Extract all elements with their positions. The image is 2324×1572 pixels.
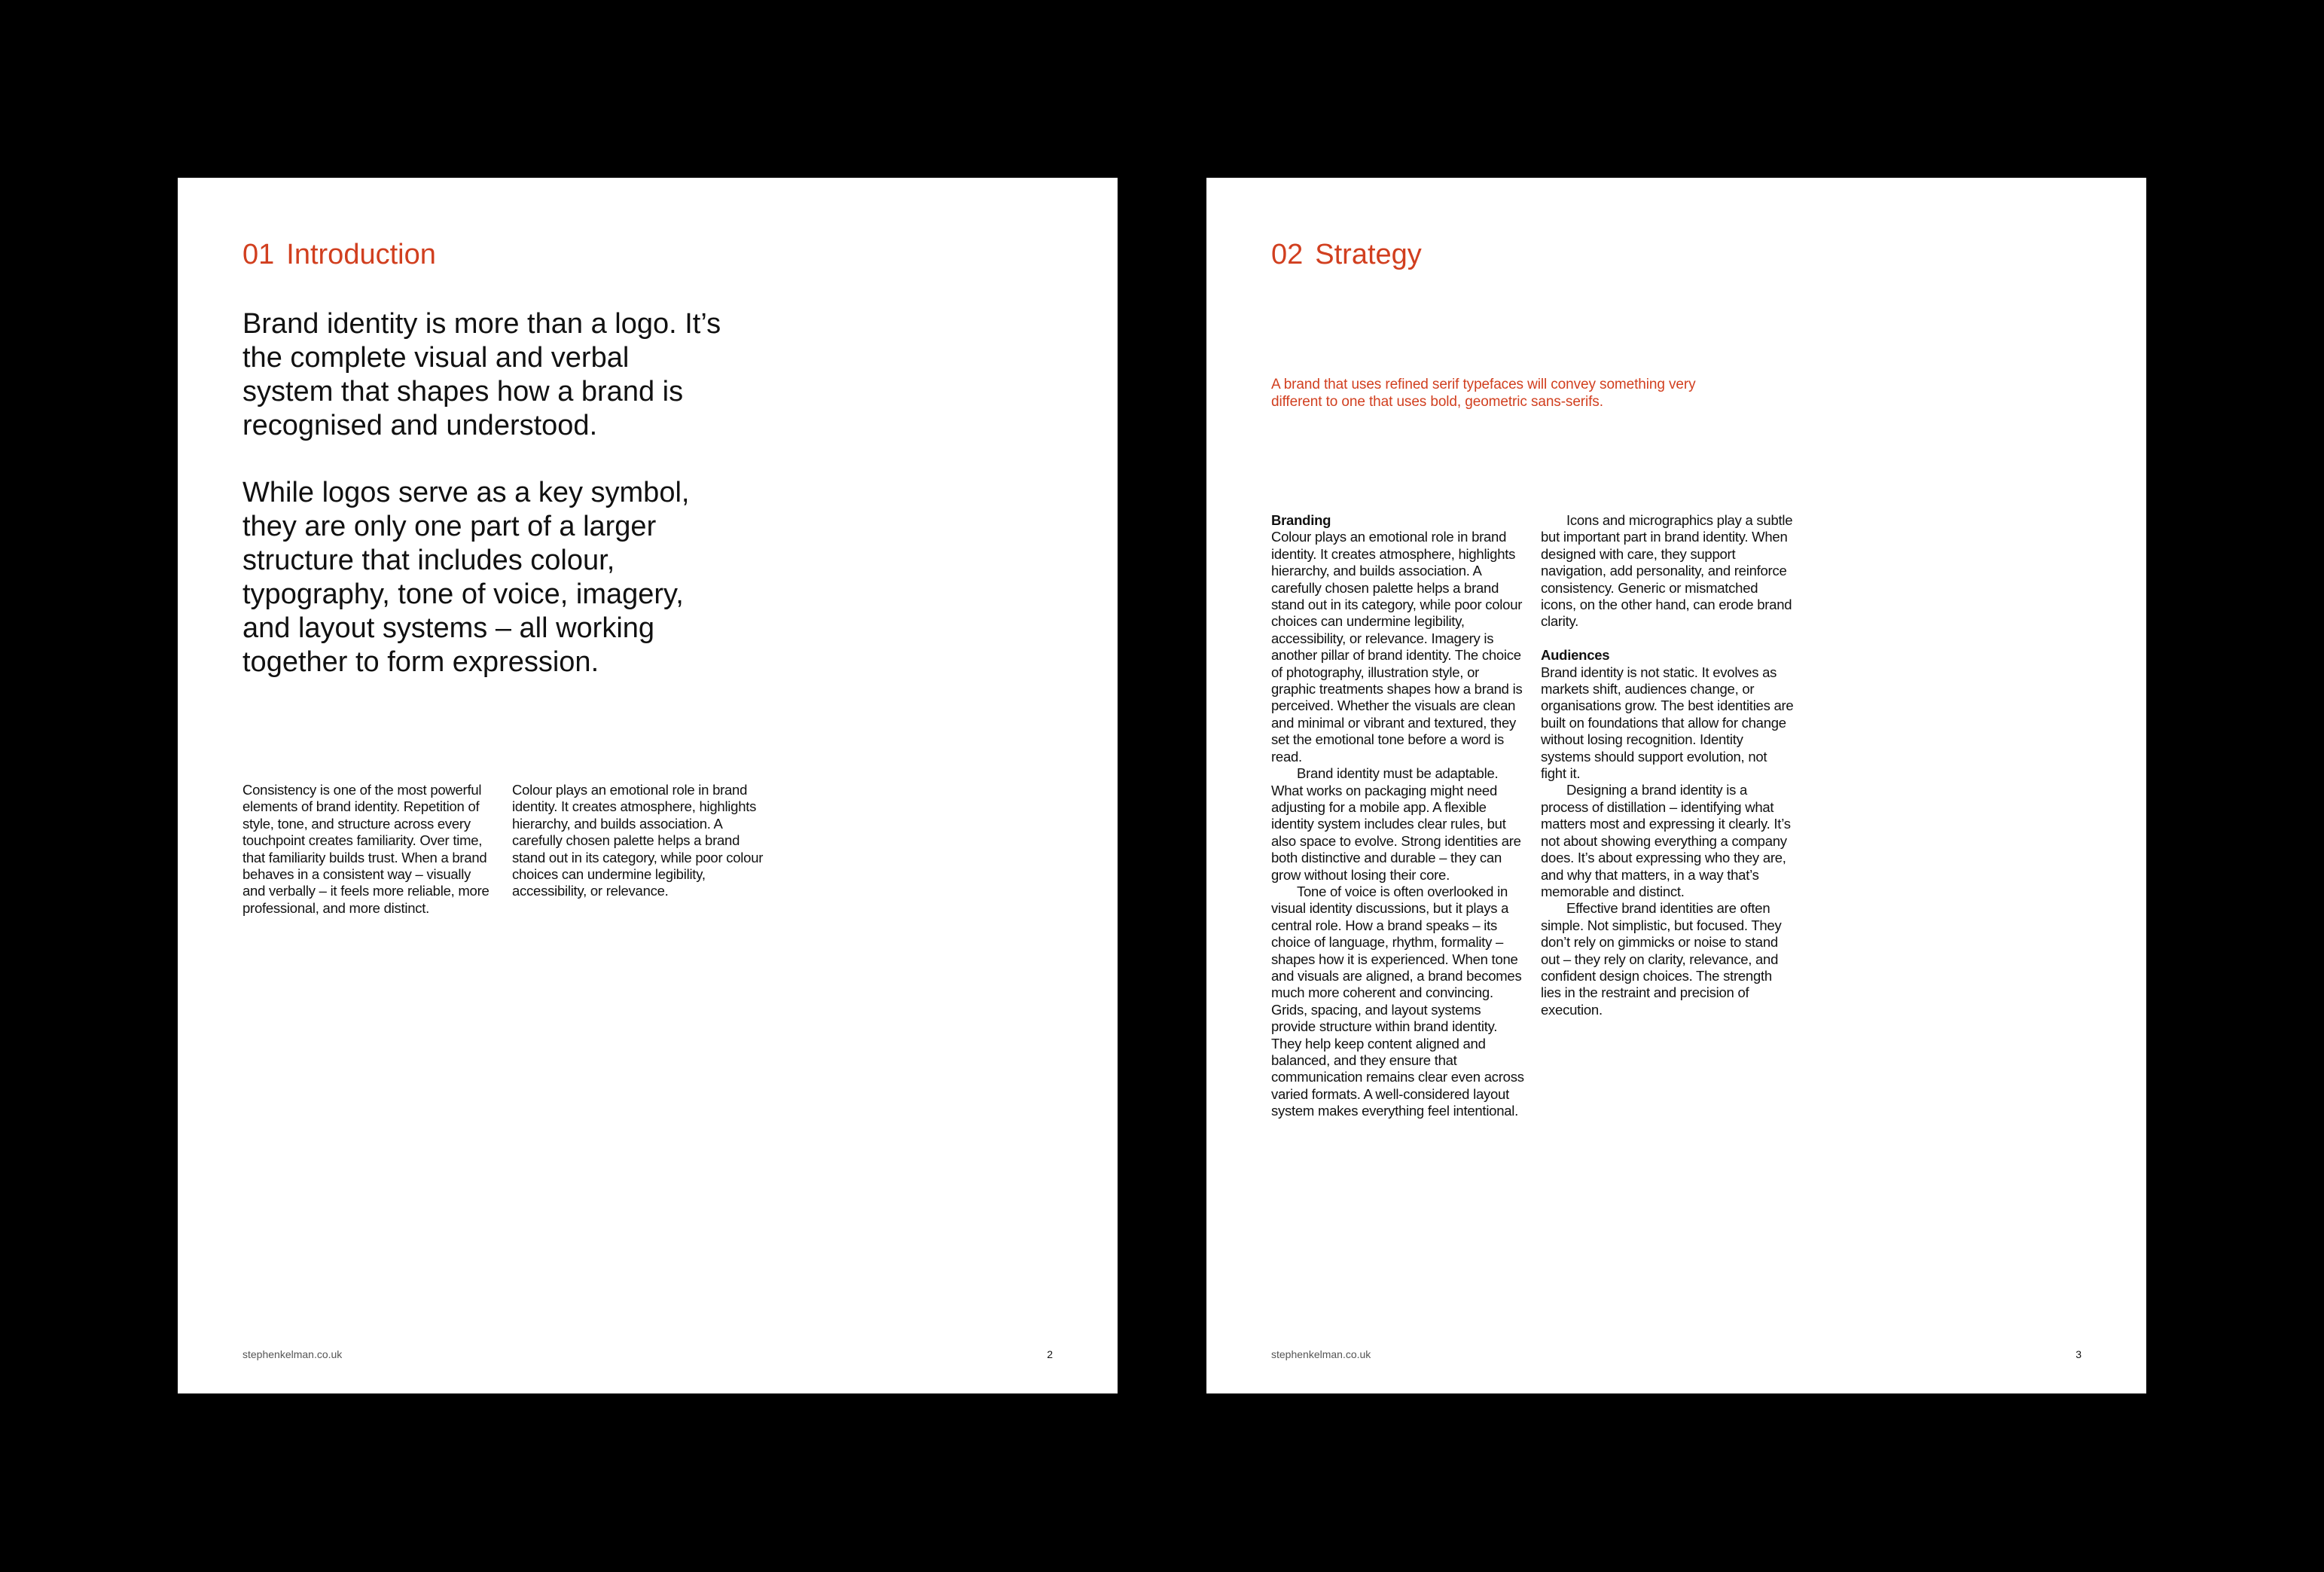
pull-quote: A brand that uses refined serif typefaces will convey something very different to one that uses bold, geometric sans-serifs.	[1271, 377, 1696, 410]
section-title	[1271, 238, 1422, 271]
subheading-audiences: Audiences	[1541, 647, 1610, 664]
body-paragraph: Tone of voice is often overlooked in visual identity discussions, but it plays a central role. How a brand speaks – its choice of language, rhythm, formality – shapes how it is experienced. When tone and visuals are aligned, a brand becomes much more coherent and convincing. Grids, spacing, and layout systems provide structure within brand identity. They help keep content aligned and balanced, and they ensure that communication remains clear even across varied formats. A well-considered layout system makes everything feel intentional.	[1271, 883, 1524, 1119]
page-strategy	[1206, 178, 2146, 1393]
lead-paragraph: While logos serve as a key symbol, they are only one part of a larger structure that includes colour, typography, tone of voice, imagery, and layout systems – all working together to form expression.	[242, 477, 690, 678]
page-introduction	[178, 178, 1118, 1393]
section-title-text: Strategy	[1315, 239, 1422, 270]
lead-paragraph: Brand identity is more than a logo. It’s the complete visual and verbal system that shapes how a brand is recognised and understood.	[242, 308, 721, 441]
page-number: 2	[1047, 1348, 1053, 1360]
body-paragraph: Consistency is one of the most powerful elements of brand identity. Repetition of style, tone, and structure across every touchpoint creates familiarity. Over time, that familiarity builds trust. When a brand behaves in a consistent way – visually and verbally – it feels more reliable, more professional, and more distinct.	[242, 782, 490, 916]
body-paragraph: Brand identity must be adaptable. What works on packaging might need adjusting for a mobile app. A flexible identity system includes clear rules, but also space to evolve. Strong identities are both distinctive and durable – they can grow without losing their core.	[1271, 765, 1521, 883]
section-number: 01	[242, 239, 275, 270]
body-paragraph: Colour plays an emotional role in brand identity. It creates atmosphere, highlights hierarchy, and builds association. A carefully chosen palette helps a brand stand out in its category, while poor colour choices can undermine legibility, accessibility, or relevance.	[512, 782, 764, 899]
subheading-branding: Branding	[1271, 512, 1331, 528]
body-column-audiences	[1541, 512, 1795, 1018]
section-title-text: Introduction	[286, 239, 436, 270]
body-paragraph: Icons and micrographics play a subtle but important part in brand identity. When designed with care, they support navigation, add personality, and reinforce consistency. Generic or mismatched icons, on the other hand, can erode brand clarity.	[1541, 512, 1793, 630]
body-paragraph: Colour plays an emotional role in brand identity. It creates atmosphere, highlights hierarchy, and builds association. A carefully chosen palette helps a brand stand out in its category, while poor colour choices can undermine legibility, accessibility, or relevance. Imagery is another pillar of brand identity. The choice of photography, illustration style, or graphic treatments shapes how a brand is perceived. Whether the visuals are clean and minimal or vibrant and textured, they set the emotional tone before a word is read.	[1271, 529, 1523, 765]
body-paragraph: Designing a brand identity is a process of distillation – identifying what matters most and expressing it clearly. It’s not about showing everything a company does. It’s about expressing who they are, and why that matters, in a way that’s memorable and distinct.	[1541, 782, 1791, 899]
paragraph-gap	[1541, 630, 1795, 647]
section-title	[242, 238, 436, 271]
body-paragraph: Effective brand identities are often simple. Not simplistic, but focused. They don’t rely on gimmicks or noise to stand out – they rely on clarity, relevance, and confident design choices. The strength lies in the restraint and precision of execution.	[1541, 900, 1782, 1018]
footer-website: stephenkelman.co.uk	[242, 1348, 343, 1360]
body-paragraph: Brand identity is not static. It evolves as markets shift, audiences change, or organisations grow. The best identities are built on foundations that allow for change without losing recognition. Identity systems should support evolution, not fight it.	[1541, 664, 1794, 782]
page-number: 3	[2075, 1348, 2082, 1360]
body-column	[512, 782, 765, 900]
footer-website: stephenkelman.co.uk	[1271, 1348, 1371, 1360]
body-column	[242, 782, 496, 917]
body-column-branding	[1271, 512, 1526, 1120]
section-number: 02	[1271, 239, 1304, 270]
